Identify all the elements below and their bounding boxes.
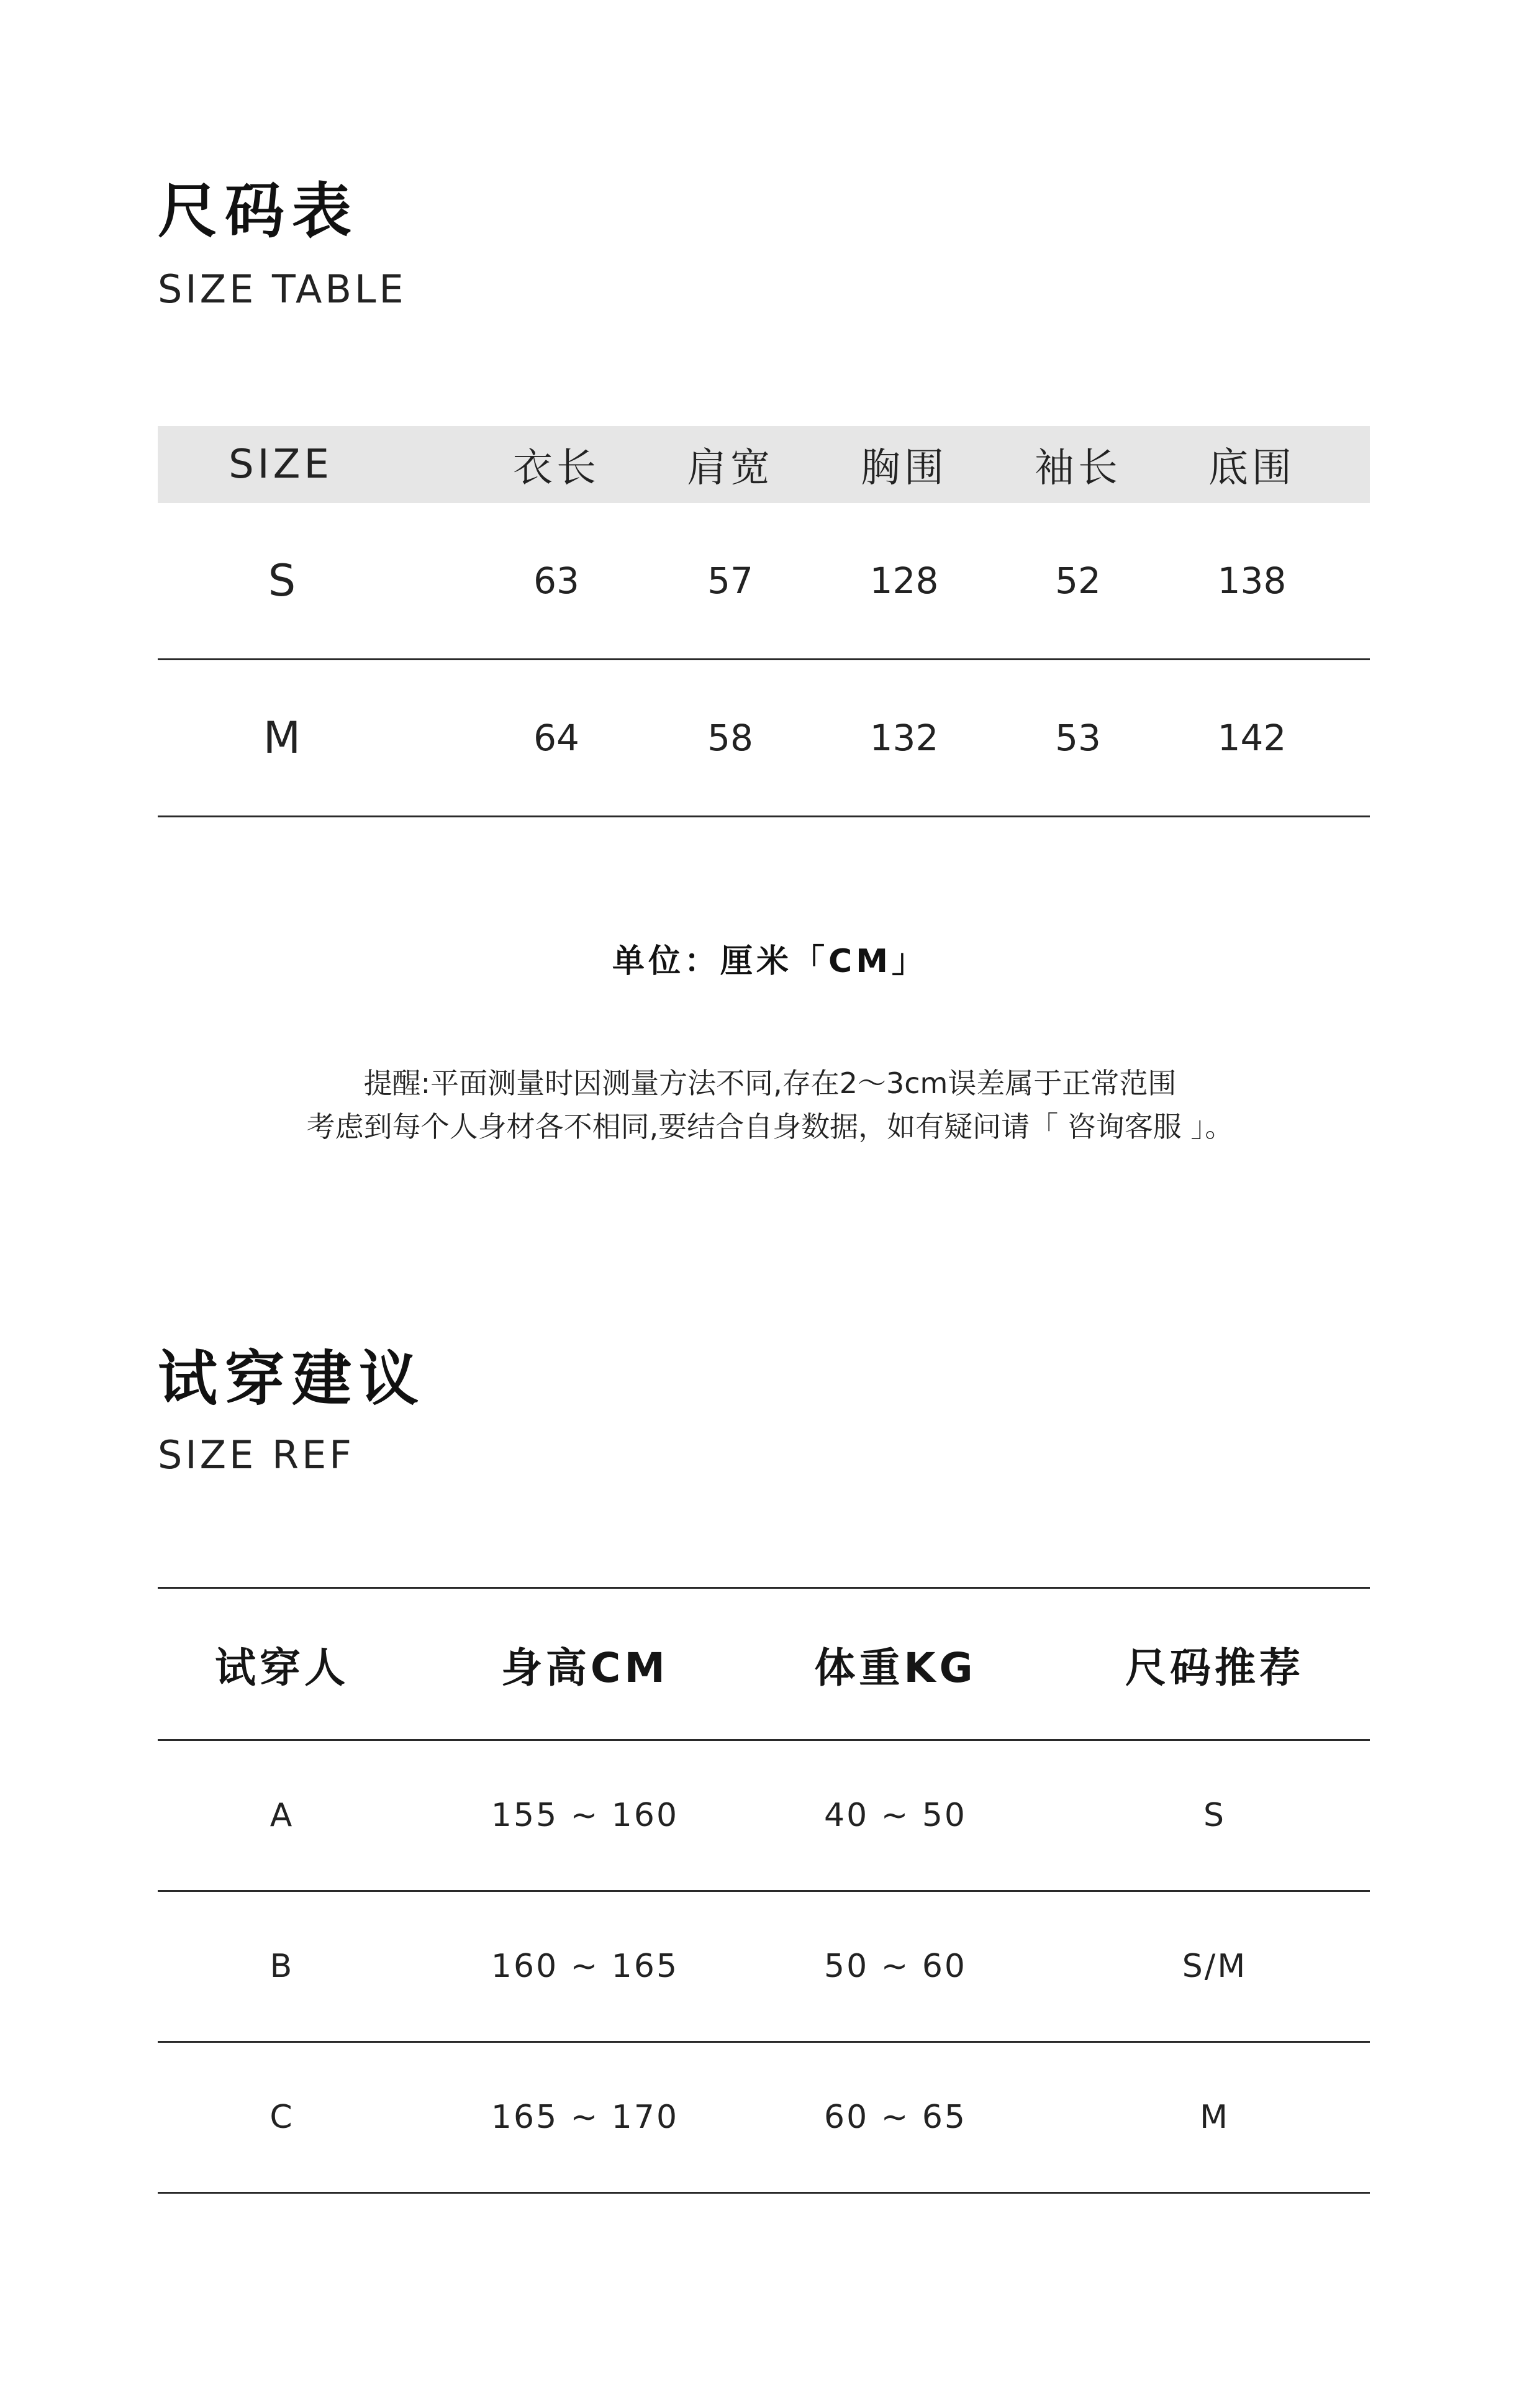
row-height: 165 ~ 170	[491, 2099, 679, 2136]
row-tester: B	[270, 1948, 294, 1985]
header-tester: 试穿人	[215, 1643, 349, 1692]
size-table-title-en: SIZE TABLE	[158, 266, 407, 312]
header-recommended-size: 尺码推荐	[1125, 1643, 1304, 1692]
row-recommended-size: S	[1203, 1797, 1226, 1834]
row-sleeve: 53	[1055, 717, 1101, 759]
table-row	[158, 503, 1370, 660]
measurement-note-line-1: 提醒:平面测量时因测量方法不同,存在2～3cm误差属于正常范围	[363, 1066, 1177, 1100]
table-row	[158, 1892, 1370, 2043]
row-tester: C	[270, 2099, 294, 2136]
row-height: 160 ~ 165	[491, 1948, 679, 1985]
row-length: 63	[533, 560, 579, 602]
row-height: 155 ~ 160	[491, 1797, 679, 1834]
size-ref-title-cn: 试穿建议	[158, 1344, 426, 1414]
measurement-note-line-2: 考虑到每个人身材各不相同,要结合自身数据，如有疑问请「 咨询客服 」。	[306, 1110, 1234, 1143]
row-weight: 50 ~ 60	[824, 1948, 967, 1985]
row-hem: 142	[1217, 717, 1287, 759]
size-table-title-cn: 尺码表	[158, 176, 359, 246]
row-hem: 138	[1217, 560, 1287, 602]
row-recommended-size: M	[1200, 2099, 1230, 2136]
header-height: 身高CM	[500, 1643, 669, 1692]
row-size-label: M	[263, 712, 301, 763]
row-shoulder: 57	[707, 560, 753, 602]
size-table	[158, 426, 1370, 817]
row-weight: 60 ~ 65	[824, 2099, 967, 2136]
table-row	[158, 1741, 1370, 1892]
header-hem: 底围	[1208, 445, 1295, 491]
header-shoulder: 肩宽	[687, 445, 774, 491]
size-ref-header	[158, 1589, 1370, 1741]
row-shoulder: 58	[707, 717, 753, 759]
row-size-label: S	[268, 555, 296, 606]
row-tester: A	[270, 1797, 294, 1834]
unit-label: 单位：厘米「CM」	[612, 943, 928, 980]
row-chest: 132	[869, 717, 939, 759]
table-row	[158, 660, 1370, 817]
row-sleeve: 52	[1055, 560, 1101, 602]
size-ref-title-en: SIZE REF	[158, 1432, 355, 1478]
row-length: 64	[533, 717, 579, 759]
table-row	[158, 2043, 1370, 2194]
header-length: 衣长	[513, 445, 600, 491]
header-size: SIZE	[229, 442, 333, 488]
row-recommended-size: S/M	[1182, 1948, 1248, 1985]
size-ref-table	[158, 1587, 1370, 2194]
header-weight: 体重KG	[814, 1643, 977, 1692]
row-weight: 40 ~ 50	[824, 1797, 967, 1834]
header-chest: 胸围	[861, 445, 948, 491]
row-chest: 128	[869, 560, 939, 602]
header-sleeve: 袖长	[1035, 445, 1121, 491]
size-table-header	[158, 426, 1370, 503]
